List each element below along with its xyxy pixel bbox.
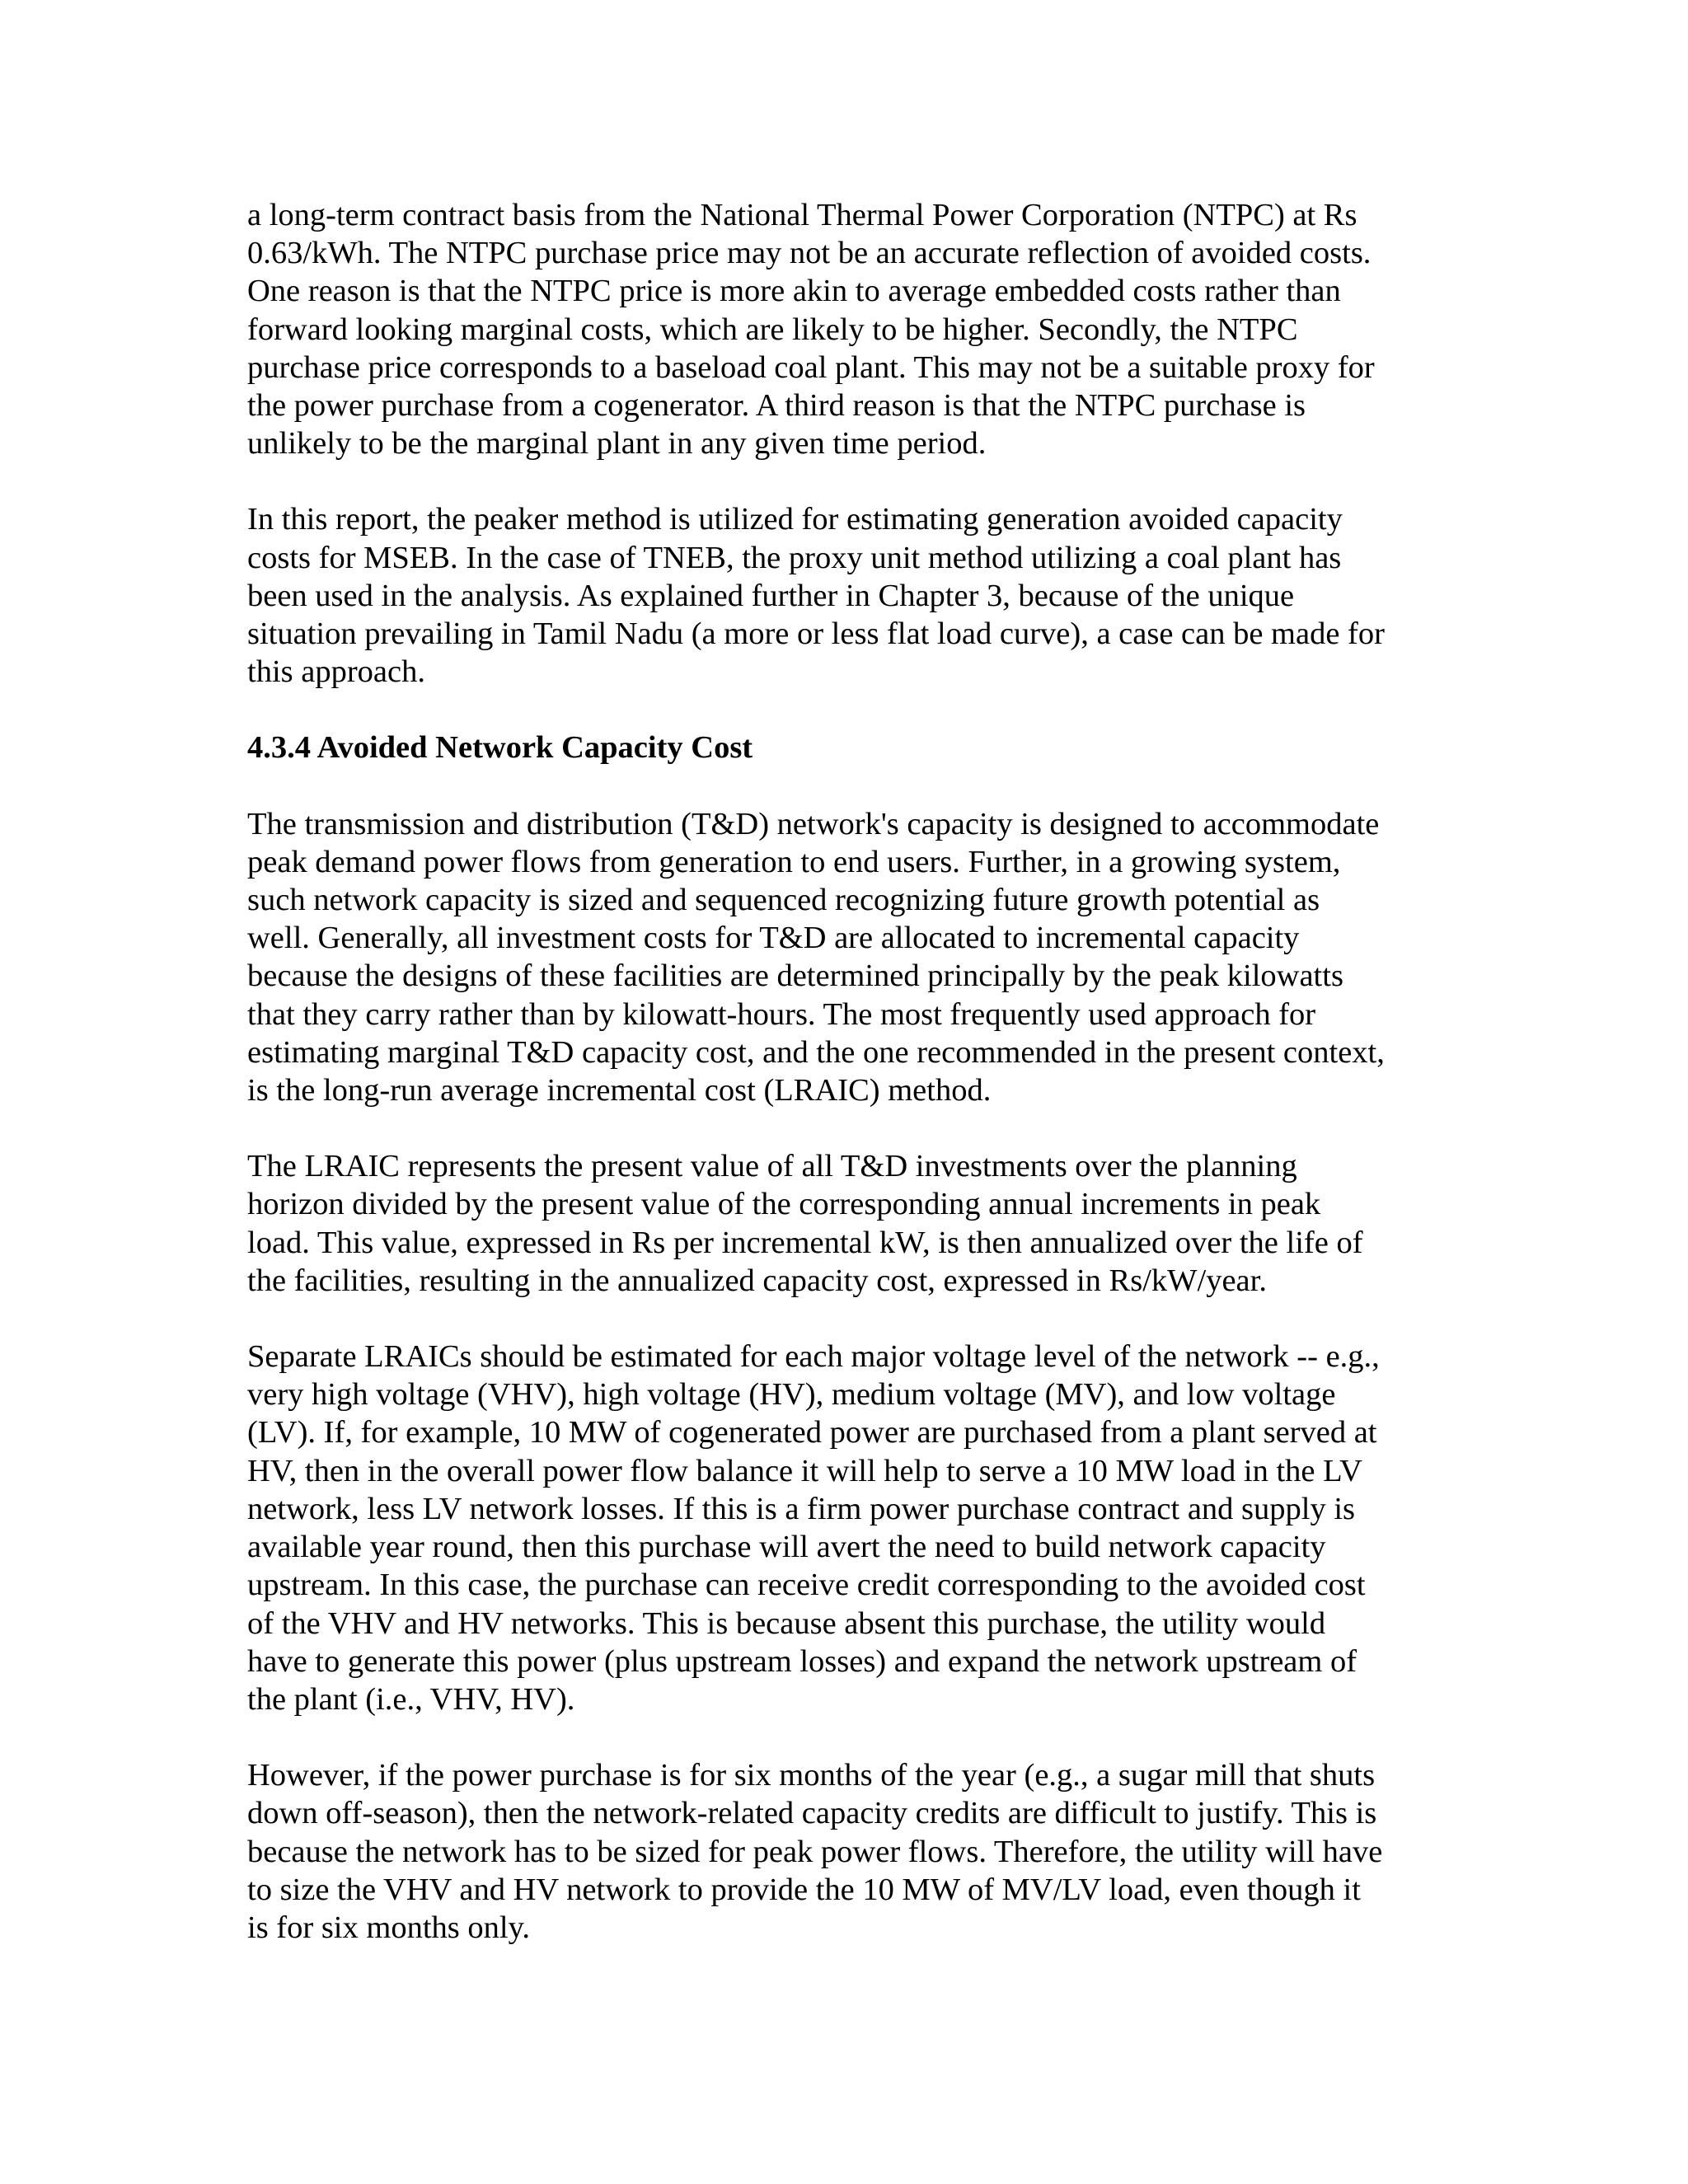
text-line: HV, then in the overall power flow balance it will help to serve a 10 MW load in the LV [247, 1453, 1362, 1488]
section-heading: 4.3.4 Avoided Network Capacity Cost [247, 730, 753, 766]
paragraph-lraic-definition [247, 1147, 1451, 1300]
text-line: network, less LV network losses. If this is a firm power purchase contract and supply is [247, 1491, 1356, 1526]
text-line: 0.63/kWh. The NTPC purchase price may not be an accurate reflection of avoided costs. [247, 236, 1372, 271]
text-line: well. Generally, all investment costs for T&D are allocated to incremental capacity [247, 921, 1300, 956]
paragraph-six-months [247, 1756, 1451, 1947]
text-line: peak demand power flows from generation to end users. Further, in a growing system, [247, 844, 1341, 879]
text-line: The transmission and distribution (T&D) network's capacity is designed to accommodate [247, 806, 1380, 841]
text-line: situation prevailing in Tamil Nadu (a more or less flat load curve), a case can be made for [247, 616, 1385, 652]
text-line: that they carry rather than by kilowatt-hours. The most frequently used approach for [247, 996, 1316, 1032]
text-line: the plant (i.e., VHV, HV). [247, 1681, 575, 1717]
paragraph-ntpc-price [247, 196, 1451, 462]
text-line: estimating marginal T&D capacity cost, and the one recommended in the present context, [247, 1034, 1385, 1070]
text-line: because the network has to be sized for peak power flows. Therefore, the utility will have [247, 1834, 1383, 1869]
text-line: In this report, the peaker method is utilized for estimating generation avoided capacity [247, 502, 1343, 537]
text-line: is the long-run average incremental cost (LRAIC) method. [247, 1073, 992, 1108]
text-line: Separate LRAICs should be estimated for each major voltage level of the network -- e.g., [247, 1339, 1380, 1375]
text-line: to size the VHV and HV network to provide the 10 MW of MV/LV load, even though it [247, 1872, 1361, 1907]
text-line: upstream. In this case, the purchase can receive credit corresponding to the avoided cost [247, 1568, 1366, 1603]
text-line: costs for MSEB. In the case of TNEB, the proxy unit method utilizing a coal plant has [247, 540, 1342, 575]
text-line: such network capacity is sized and sequenced recognizing future growth potential as [247, 883, 1320, 918]
text-line: unlikely to be the marginal plant in any given time period. [247, 426, 987, 462]
text-line: purchase price corresponds to a baseload coal plant. This may not be a suitable proxy for [247, 349, 1375, 385]
paragraph-voltage-levels [247, 1338, 1451, 1718]
text-line: horizon divided by the present value of the corresponding annual increments in peak [247, 1187, 1321, 1222]
text-line: because the designs of these facilities are determined principally by the peak kilowatts [247, 958, 1343, 994]
text-line: of the VHV and HV networks. This is because absent this purchase, the utility would [247, 1605, 1326, 1641]
document-page [247, 196, 1451, 1985]
text-line: a long-term contract basis from the National Thermal Power Corporation (NTPC) at Rs [247, 198, 1357, 232]
text-line: the facilities, resulting in the annualized capacity cost, expressed in Rs/kW/year. [247, 1263, 1267, 1298]
text-line: However, if the power purchase is for six months of the year (e.g., a sugar mill that shuts [247, 1758, 1376, 1793]
text-line: been used in the analysis. As explained further in Chapter 3, because of the unique [247, 578, 1295, 613]
paragraph-peaker-method [247, 500, 1451, 691]
text-line: down off-season), then the network-related capacity credits are difficult to justify. This is [247, 1796, 1377, 1831]
text-line: load. This value, expressed in Rs per incremental kW, is then annualized over the life of [247, 1225, 1363, 1260]
text-line: One reason is that the NTPC price is more akin to average embedded costs rather than [247, 274, 1341, 309]
text-line: very high voltage (VHV), high voltage (HV), medium voltage (MV), and low voltage [247, 1377, 1336, 1413]
text-line: available year round, then this purchase will avert the need to build network capacity [247, 1530, 1326, 1565]
text-line: is for six months only. [247, 1910, 530, 1945]
text-line: the power purchase from a cogenerator. A third reason is that the NTPC purchase is [247, 388, 1306, 424]
text-line: have to generate this power (plus upstream losses) and expand the network upstream of [247, 1643, 1357, 1679]
paragraph-td-network [247, 805, 1451, 1110]
text-line: (LV). If, for example, 10 MW of cogenerated power are purchased from a plant served at [247, 1415, 1377, 1451]
text-line: forward looking marginal costs, which are likely to be higher. Secondly, the NTPC [247, 312, 1298, 347]
text-line: The LRAIC represents the present value of all T&D investments over the planning [247, 1149, 1297, 1184]
text-line: this approach. [247, 654, 425, 690]
